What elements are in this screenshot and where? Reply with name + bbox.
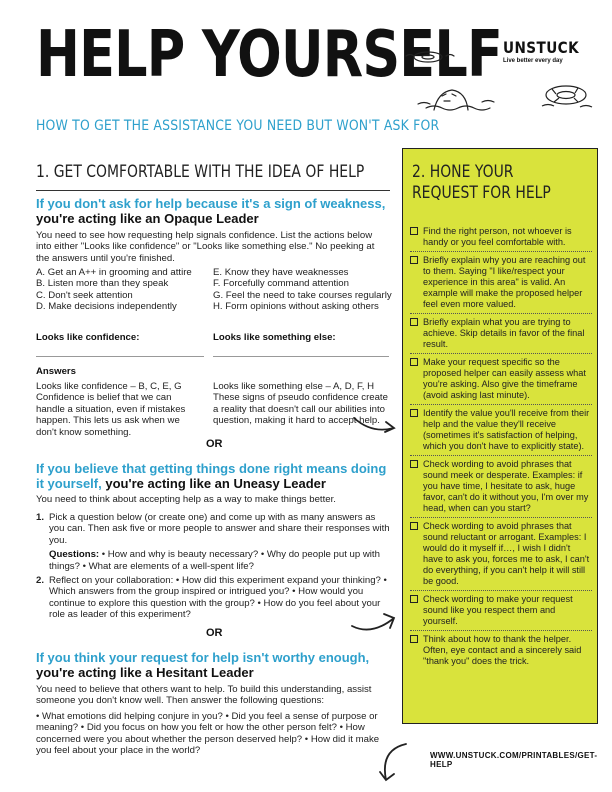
options-left xyxy=(36,267,192,313)
or-separator: OR xyxy=(206,438,223,450)
opaque-leader-intro: You need to see how requesting help signals confidence. List the actions below into either "Looks like confidence" or "Looks like something else." No peeking at the answers until you're finished. xyxy=(36,230,375,264)
option-g: G. Feel the need to take courses regularly xyxy=(213,289,392,301)
options-right xyxy=(213,267,392,313)
option-b: B. Listen more than they speak xyxy=(36,278,169,290)
checklist-item[interactable] xyxy=(410,459,592,518)
checklist-item-text: Check wording to avoid phrases that sound meek or desperate. Examples: if you have time, I hesitate to ask, huge favor, can't do it without you, I'm over my head, when can you start? xyxy=(423,459,589,513)
checklist-item-text: Check wording to make your request sound like you respect them and yourself. xyxy=(423,594,573,626)
arrow-icon xyxy=(348,606,400,636)
hesitant-leader-lead: If you think your request for help isn't worthy enough, xyxy=(36,650,370,665)
opaque-leader-tail: you're acting like an Opaque Leader xyxy=(36,211,259,226)
divider xyxy=(36,190,390,191)
section1-heading: 1. GET COMFORTABLE WITH THE IDEA OF HELP xyxy=(36,162,365,182)
checklist-item[interactable] xyxy=(410,634,592,670)
uneasy-leader-tail: you're acting like an Uneasy Leader xyxy=(105,476,326,491)
checklist-item[interactable] xyxy=(410,408,592,456)
brand-tagline: Live better every day xyxy=(503,58,563,64)
checkbox-icon[interactable] xyxy=(410,522,418,530)
answer-something-else: Looks like something else – A, D, F, H These signs of pseudo confidence create a reality that doesn't call our abilities into question, making it hard to accept help. xyxy=(213,381,388,427)
checklist-item-text: Think about how to thank the helper. Often, eye contact and a sincerely said "thank you" does the trick. xyxy=(423,634,582,666)
checkbox-icon[interactable] xyxy=(410,358,418,366)
checklist-item-text: Find the right person, not whoever is handy or you feel comfortable with. xyxy=(423,226,572,247)
questions-line xyxy=(49,549,390,572)
checkbox-icon[interactable] xyxy=(410,460,418,468)
option-e: E. Know they have weaknesses xyxy=(213,267,349,278)
page-title: HELP YOURSELF xyxy=(36,18,502,92)
checkbox-icon[interactable] xyxy=(410,256,418,264)
uneasy-leader-heading xyxy=(36,461,390,491)
step-2-text: Reflect on your collaboration: • How did this experiment expand your thinking? • Which answers from the group inspired or intrigued you? • How would you continue to explore this question with the group? • How do you feel about your role as leader of this experiment? xyxy=(49,575,387,621)
answers-heading: Answers xyxy=(36,366,76,377)
questions-text: • How and why is beauty necessary? • Why do people put up with things? • What are elements of a well-spent life? xyxy=(49,549,380,572)
drowning-illustration xyxy=(396,44,508,114)
label-looks-like-confidence: Looks like confidence: xyxy=(36,332,140,343)
checklist-item[interactable] xyxy=(410,357,592,405)
checklist-item-text: Briefly explain why you are reaching out to them. Saying "I like/respect your experience in this area" is valid. An example will make the proposed helper feel even more valued. xyxy=(423,255,586,309)
checklist xyxy=(410,226,592,673)
checkbox-icon[interactable] xyxy=(410,595,418,603)
footer-url[interactable]: WWW.UNSTUCK.COM/PRINTABLES/GET-HELP xyxy=(430,751,598,769)
checkbox-icon[interactable] xyxy=(410,318,418,326)
curved-arrow-icon xyxy=(376,740,416,784)
opaque-leader-heading xyxy=(36,196,390,226)
checklist-item[interactable] xyxy=(410,317,592,354)
checklist-item[interactable] xyxy=(410,594,592,631)
option-h: H. Form opinions without asking others xyxy=(213,301,379,313)
hesitant-leader-questions: • What emotions did helping conjure in you? • Did you feel a sense of purpose or meaning? • Did you focus on how you felt or how the other person felt? • How concerned were you about whether the person deserved help? • How did it make you feel about your place in the world? xyxy=(36,711,380,757)
answer-confidence: Looks like confidence – B, C, E, G Confidence is belief that we can handle a situation, even if mistakes happen. This lets us ask when we don't know something. xyxy=(36,381,186,438)
opaque-leader-lead: If you don't ask for help because it's a sign of weakness, xyxy=(36,196,386,211)
step-1-number: 1. xyxy=(36,512,45,523)
label-looks-like-something-else: Looks like something else: xyxy=(213,332,336,343)
step-2-number: 2. xyxy=(36,575,45,587)
questions-label: Questions: xyxy=(49,549,100,561)
arrow-icon xyxy=(350,410,400,440)
or-separator: OR xyxy=(206,627,223,639)
answer-line-something-else[interactable] xyxy=(213,356,389,357)
checklist-item-text: Briefly explain what you are trying to achieve. Skip details in favor of the final result. xyxy=(423,317,585,349)
option-a: A. Get an A++ in grooming and attire xyxy=(36,267,192,278)
checklist-item-text: Check wording to avoid phrases that sound reluctant or arrogant. Examples: I would do it myself if…, I wish I didn't have to ask you, forces me to ask, I can't do everything, if you can't help it will still be good. xyxy=(423,521,590,586)
brand-logo: UNSTUCK xyxy=(503,38,580,57)
step-2 xyxy=(36,575,390,621)
section2-heading: 2. HONE YOUR REQUEST FOR HELP xyxy=(412,162,551,203)
checkbox-icon[interactable] xyxy=(410,227,418,235)
checklist-item[interactable] xyxy=(410,255,592,314)
checklist-item[interactable] xyxy=(410,226,592,252)
checklist-item-text: Identify the value you'll receive from their help and the value they'll receive (sometimes it's satisfaction of helping, which you don't have to explicitly state). xyxy=(423,408,590,451)
hesitant-leader-tail: you're acting like a Hesitant Leader xyxy=(36,665,254,680)
uneasy-leader-intro: You need to think about accepting help as a way to make things better. xyxy=(36,494,336,505)
option-f: F. Forcefully command attention xyxy=(213,278,349,290)
checklist-item-text: Make your request specific so the proposed helper can easily assess what you're asking. Also give the timeframe (avoid asking last minute). xyxy=(423,357,586,400)
checklist-item[interactable] xyxy=(410,521,592,591)
checkbox-icon[interactable] xyxy=(410,635,418,643)
answer-line-confidence[interactable] xyxy=(36,356,204,357)
step-1-text: Pick a question below (or create one) and come up with as many answers as you can. Then ask five or more people to answer and share their responses with you. xyxy=(49,512,390,546)
uneasy-leader-lead: If you believe that getting things done right means doing it yourself, xyxy=(36,461,387,491)
life-ring-icon xyxy=(540,80,596,110)
checkbox-icon[interactable] xyxy=(410,409,418,417)
hesitant-leader-heading xyxy=(36,650,390,680)
option-d: D. Make decisions independently xyxy=(36,301,177,313)
hesitant-leader-intro: You need to believe that others want to help. To build this understanding, assist someone you don't know well. Then answer the following questions: xyxy=(36,684,372,707)
page-subtitle: HOW TO GET THE ASSISTANCE YOU NEED BUT WON'T ASK FOR xyxy=(36,118,440,134)
uneasy-leader-steps xyxy=(36,512,390,624)
step-1 xyxy=(36,512,390,572)
option-c: C. Don't seek attention xyxy=(36,289,133,301)
